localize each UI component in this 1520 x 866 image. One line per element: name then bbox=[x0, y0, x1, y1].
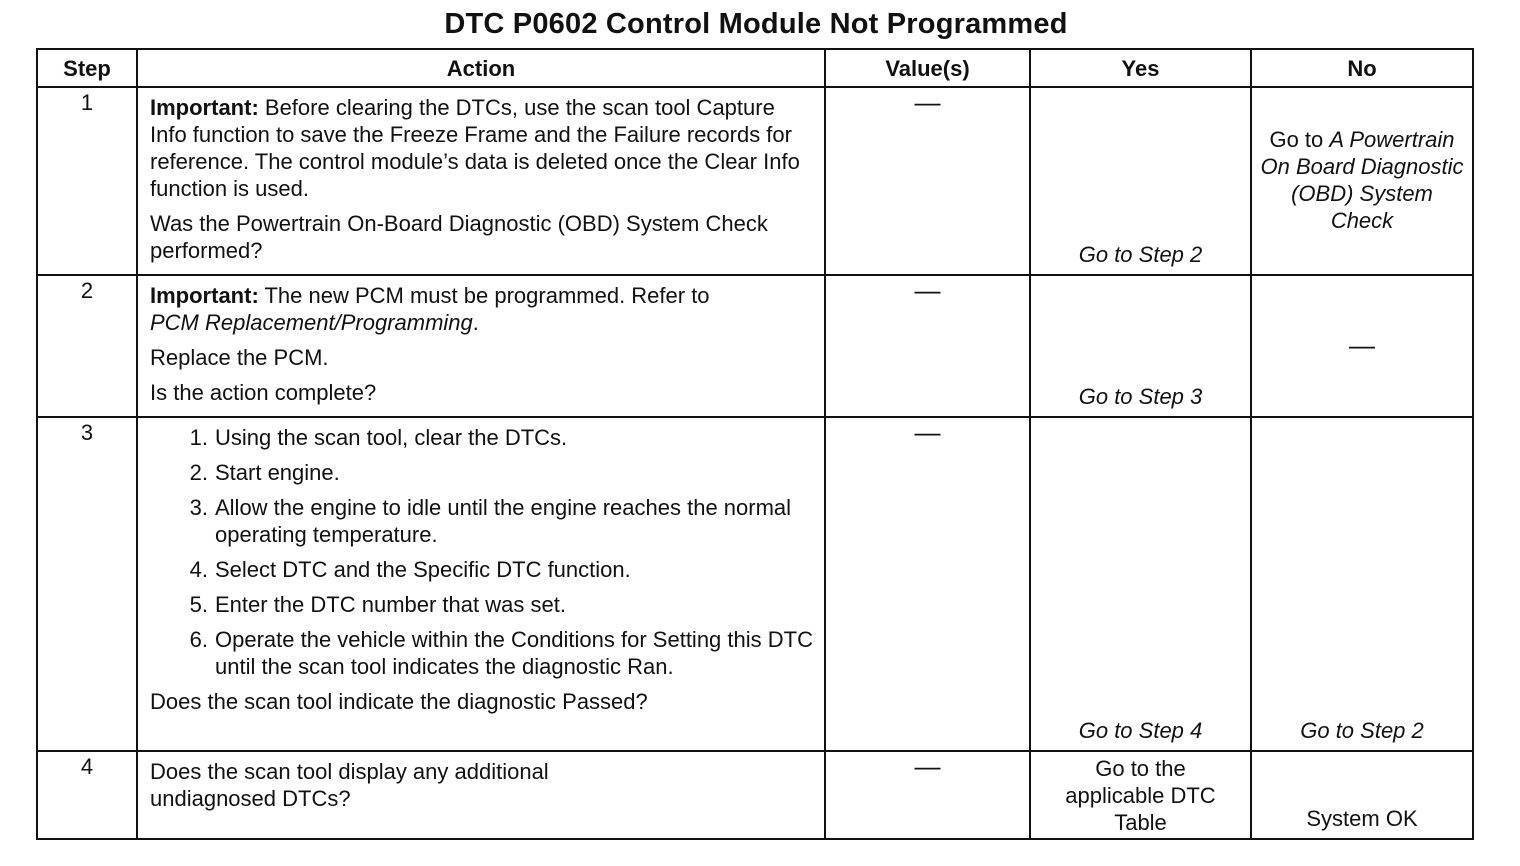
list-item bbox=[150, 626, 814, 680]
list-item-number: 1. bbox=[189, 425, 208, 450]
column-header-step: Step bbox=[37, 49, 137, 87]
value-cell: — bbox=[825, 275, 1030, 417]
list-item bbox=[150, 494, 814, 548]
no-cell bbox=[1251, 417, 1473, 751]
important-label: Important: bbox=[150, 283, 259, 308]
column-header-yes: Yes bbox=[1030, 49, 1251, 87]
list-item-text: Select DTC and the Specific DTC function. bbox=[215, 557, 631, 582]
yes-link[interactable]: Go to Step 2 bbox=[1078, 242, 1203, 267]
list-item-number: 6. bbox=[189, 627, 208, 652]
step-number: 4 bbox=[37, 751, 137, 839]
header-row bbox=[37, 49, 1473, 87]
value-cell: — bbox=[825, 417, 1030, 751]
step-question: Was the Powertrain On-Board Diagnostic (OBD) System Check performed? bbox=[150, 211, 768, 263]
important-note bbox=[150, 282, 814, 336]
list-item-text: Operate the vehicle within the Conditions for Setting this DTC until the scan tool indicates the diagnostic Ran. bbox=[215, 627, 813, 679]
action-cell bbox=[137, 417, 825, 751]
list-item-text: Start engine. bbox=[215, 460, 340, 485]
yes-cell bbox=[1030, 751, 1251, 839]
no-cell bbox=[1251, 751, 1473, 839]
action-cell bbox=[137, 87, 825, 275]
yes-cell bbox=[1030, 417, 1251, 751]
table-row bbox=[37, 275, 1473, 417]
list-item-number: 2. bbox=[189, 460, 208, 485]
step-number: 1 bbox=[37, 87, 137, 275]
important-note bbox=[150, 94, 814, 202]
action-cell bbox=[137, 751, 825, 839]
important-text: The new PCM must be programmed. Refer to bbox=[264, 283, 710, 308]
step-question: Does the scan tool indicate the diagnostic Passed? bbox=[150, 689, 648, 714]
page-title: DTC P0602 Control Module Not Programmed bbox=[444, 8, 1068, 40]
step-number: 3 bbox=[37, 417, 137, 751]
no-cell bbox=[1251, 87, 1473, 275]
no-link[interactable]: A Powertrain On Board Diagnostic (OBD) System Check bbox=[1260, 127, 1464, 233]
instruction-text: Replace the PCM. bbox=[150, 345, 329, 370]
table-row bbox=[37, 87, 1473, 275]
reference-link[interactable]: PCM Replacement/Programming bbox=[150, 310, 473, 335]
yes-cell bbox=[1030, 275, 1251, 417]
column-header-action: Action bbox=[137, 49, 825, 87]
table-row bbox=[37, 751, 1473, 839]
column-header-values: Value(s) bbox=[825, 49, 1030, 87]
list-item bbox=[150, 424, 814, 451]
step-number: 2 bbox=[37, 275, 137, 417]
no-link[interactable]: Go to Step 2 bbox=[1300, 718, 1424, 743]
diagnostic-table bbox=[36, 48, 1474, 840]
list-item bbox=[150, 459, 814, 486]
yes-link[interactable]: Go to Step 3 bbox=[1078, 384, 1203, 409]
step-question: Does the scan tool display any additional undiagnosed DTCs? bbox=[150, 759, 549, 811]
value-cell: — bbox=[825, 751, 1030, 839]
yes-link[interactable]: Go to the applicable DTC Table bbox=[1065, 755, 1216, 835]
no-cell: — bbox=[1251, 275, 1473, 417]
list-item-text: Using the scan tool, clear the DTCs. bbox=[215, 425, 568, 450]
step-question: Is the action complete? bbox=[150, 380, 377, 405]
action-cell bbox=[137, 275, 825, 417]
reference-end: . bbox=[472, 310, 479, 335]
important-text: Before clearing the DTCs, use the scan tool Capture Info function to save the Freeze Frame and the Failure records for reference. The control module’s data is deleted once the Clear Info function is used. bbox=[150, 95, 800, 201]
no-result: System OK bbox=[1306, 806, 1418, 831]
column-header-no: No bbox=[1251, 49, 1473, 87]
yes-cell bbox=[1030, 87, 1251, 275]
table-row bbox=[37, 417, 1473, 751]
list-item-text: Enter the DTC number that was set. bbox=[215, 592, 566, 617]
list-item-text: Allow the engine to idle until the engine reaches the normal operating temperature. bbox=[215, 495, 792, 547]
important-label: Important: bbox=[150, 95, 259, 120]
list-item-number: 5. bbox=[189, 592, 208, 617]
list-item bbox=[150, 591, 814, 618]
value-cell: — bbox=[825, 87, 1030, 275]
list-item-number: 4. bbox=[189, 557, 208, 582]
list-item bbox=[150, 556, 814, 583]
no-prefix: Go to bbox=[1269, 127, 1324, 152]
procedure-list bbox=[150, 424, 814, 680]
yes-link[interactable]: Go to Step 4 bbox=[1078, 718, 1203, 743]
list-item-number: 3. bbox=[189, 495, 208, 520]
